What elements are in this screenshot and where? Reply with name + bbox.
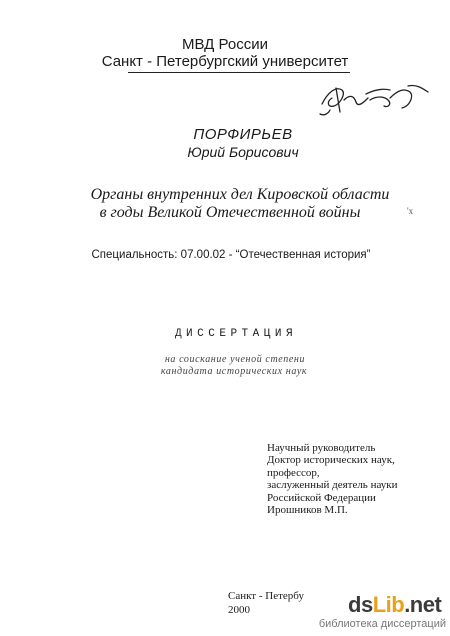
watermark-tagline: библиотека диссертаций (318, 618, 446, 630)
ministry-name: МВД России (182, 36, 268, 53)
watermark-logo-net: .net (404, 592, 442, 617)
degree-line2: кандидата исторических наук (160, 366, 308, 377)
advisor-role: Научный руководитель (267, 442, 376, 454)
watermark[interactable] (318, 588, 450, 636)
advisor-country: Российской Федерации (267, 491, 376, 504)
advisor-honor: заслуженный деятель науки (267, 479, 398, 492)
watermark-logo-ds: ds (348, 592, 373, 617)
footer-year: 2000 (228, 604, 250, 616)
footer-city: Санкт - Петербу (228, 590, 304, 602)
author-surname: ПОРФИРЬЕВ (193, 126, 293, 143)
thesis-title-line2: в годы Великой Отечественной войны (99, 204, 361, 221)
degree-line1: на соискание ученой степени (164, 354, 306, 365)
specialty-line: Специальность: 07.00.02 - “Отечественная история” (91, 249, 371, 261)
thesis-title-line1: Органы внутренних дел Кировской области (90, 186, 390, 203)
signature-icon (318, 78, 433, 123)
advisor-degree: Доктор исторических наук, (267, 454, 395, 467)
advisor-block (267, 442, 398, 516)
watermark-logo[interactable] (348, 592, 441, 618)
header-underline (128, 72, 350, 73)
watermark-logo-lib: Lib (372, 592, 405, 617)
dissertation-heading: ДИССЕРТАЦИЯ (174, 328, 298, 340)
stray-mark: 'x (407, 206, 414, 216)
advisor-name: Иpошников М.П. (267, 504, 348, 517)
university-name: Санкт - Петербургский университет (101, 53, 349, 70)
author-given-names: Юрий Борисович (187, 144, 299, 160)
advisor-rank: профессор, (267, 466, 320, 479)
